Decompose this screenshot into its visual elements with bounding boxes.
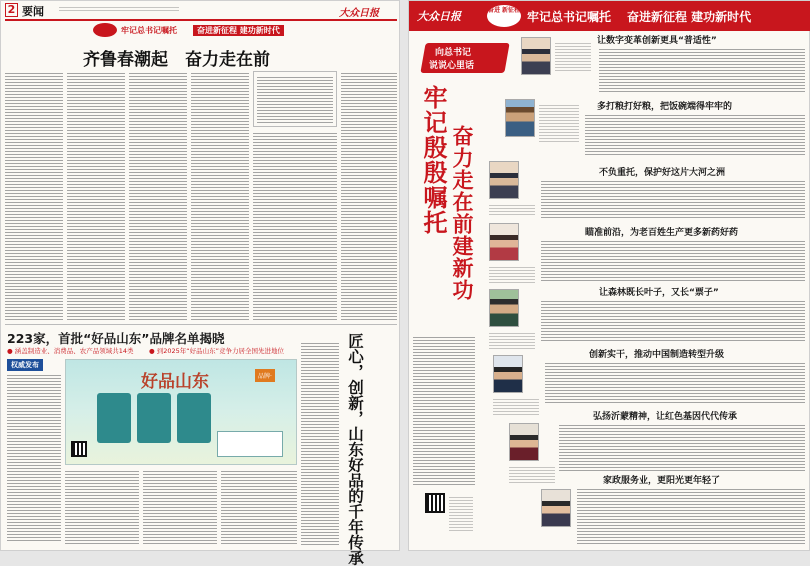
bio-4 [489, 265, 535, 283]
poster-card-2 [137, 393, 171, 443]
bottom-column-b [143, 469, 217, 545]
article-title-4: 瞄准前沿，为老百姓生产更多新药好药 [585, 228, 739, 238]
portrait-1 [521, 37, 551, 75]
right-newspaper-page [408, 0, 810, 551]
badge-title-1: 向总书记 [435, 48, 472, 58]
poster-title: 好品山东 [141, 372, 209, 392]
poster-info-box [217, 431, 283, 457]
article-column-5 [253, 131, 337, 321]
section-divider [5, 324, 397, 325]
main-headline: 齐鲁春潮起 奋力走在前 [83, 50, 270, 70]
article-title-2: 多打粮打好粮，把饭碗端得牢牢的 [597, 102, 733, 112]
bio-6 [493, 397, 539, 415]
article-column-1 [5, 71, 63, 321]
banner-badge [93, 23, 117, 37]
article-body-3 [541, 179, 805, 219]
release-column [7, 373, 61, 543]
article-column-3 [129, 71, 187, 321]
sidebar-box-text [257, 75, 333, 123]
portrait-3 [489, 161, 519, 199]
masthead-logo: 大众日报 [339, 8, 379, 19]
intro-text [413, 335, 475, 485]
bio-5 [489, 331, 535, 349]
banner-medallion: 奋进 新征程 [487, 5, 521, 27]
article-body-2 [585, 113, 805, 157]
editor-credit [449, 495, 473, 531]
vertical-headline: 匠心，创新，山东好品的千年传承 [346, 333, 364, 566]
article-title-7: 弘扬沂蒙精神，让红色基因代代传承 [593, 412, 738, 422]
bio-7 [509, 465, 555, 483]
portrait-7 [509, 423, 539, 461]
badge-title-2: 说说心里话 [429, 61, 475, 71]
poster-badge: 品牌· [255, 369, 275, 382]
right-banner-tag: 牢记总书记嘱托 [527, 10, 612, 24]
portrait-2 [505, 99, 535, 137]
page-number: 2 [5, 3, 18, 17]
portrait-6 [493, 355, 523, 393]
article-column-6 [341, 71, 397, 321]
article-column-2 [67, 71, 125, 321]
bottom-subhead-1: ● 涵盖制造业、消费品、农产品领域共14类 [7, 347, 134, 355]
section-label: 要闻 [22, 5, 44, 18]
bio-2 [539, 103, 579, 143]
article-title-3: 不负重托，保护好这片大河之洲 [599, 168, 726, 178]
header-rule [5, 19, 397, 21]
poster-qr-code [71, 441, 87, 457]
article-title-5: 让森林既长叶子，又长“票子” [599, 288, 719, 298]
right-bottom-column [301, 341, 339, 545]
article-title-1: 让数字变革创新更具“普适性” [597, 36, 717, 46]
bottom-headline: 223家，首批“好品山东”品牌名单揭晓 [7, 331, 225, 346]
portrait-5 [489, 289, 519, 327]
bottom-column-c [221, 469, 297, 545]
bottom-subhead-2: ● 到2025年“好品山东”竞争力居全国先进地位 [149, 347, 285, 355]
banner-tag: 牢记总书记嘱托 [121, 26, 177, 35]
poster-card-3 [177, 393, 211, 443]
article-body-5 [541, 299, 805, 343]
banner-slogan: 奋进新征程 建功新时代 [193, 25, 284, 36]
vertical-title-1: 牢记殷殷嘱托 [419, 85, 447, 235]
release-tag: 权威发布 [7, 359, 43, 371]
article-body-7 [559, 423, 805, 471]
article-column-4 [191, 71, 249, 321]
left-newspaper-page [0, 0, 400, 566]
article-title-6: 创新实干，推动中国制造转型升级 [589, 350, 725, 360]
right-qr-code [425, 493, 445, 513]
portrait-4 [489, 223, 519, 261]
portrait-8 [541, 489, 571, 527]
dateline [59, 5, 179, 13]
article-body-6 [545, 361, 805, 403]
bottom-column-a [65, 469, 139, 545]
poster-card-1 [97, 393, 131, 443]
article-body-8 [577, 487, 805, 545]
right-masthead-logo: 大众日报 [417, 10, 461, 23]
bio-1 [555, 41, 591, 73]
right-banner-slogan: 奋进新征程 建功新时代 [627, 10, 752, 24]
article-body-1 [599, 47, 805, 93]
article-title-8: 家政服务业，更阳光更年轻了 [603, 476, 721, 486]
bio-3 [489, 203, 535, 217]
vertical-title-2: 奋力走在前建新功 [450, 125, 474, 301]
article-body-4 [541, 239, 805, 281]
